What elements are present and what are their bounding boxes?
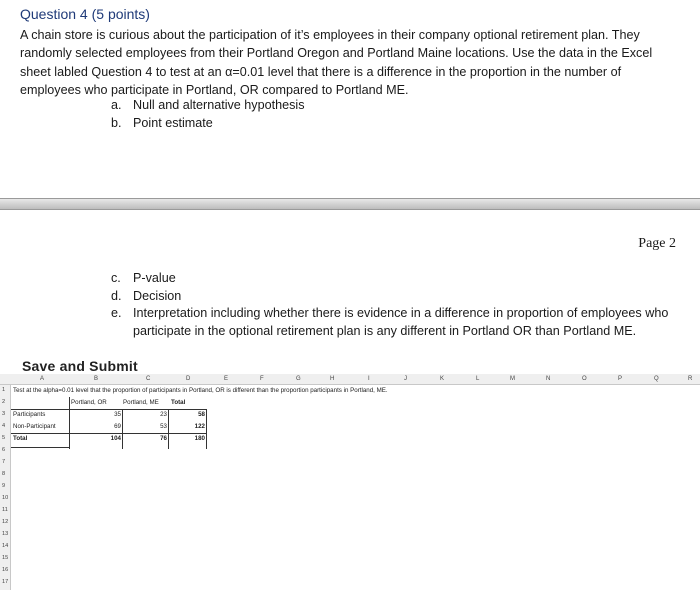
column-header: E (224, 376, 229, 382)
value-cell: 53 (160, 423, 167, 430)
column-header: G (296, 376, 301, 382)
value-cell: 76 (160, 435, 167, 442)
row-header: 3 (2, 411, 6, 417)
question-title: Question 4 (5 points) (20, 6, 150, 22)
row-header: 2 (2, 399, 6, 405)
sheet-instruction-cell: Test at the alpha=0.01 level that the proportion of participants in Portland, OR is different than the proportion participants in Portland, ME. (13, 387, 388, 394)
row-label-cell: Participants (13, 411, 46, 418)
value-cell: 69 (114, 423, 121, 430)
value-cell: 35 (114, 411, 121, 418)
row-header: 1 (2, 387, 6, 393)
row-header: 11 (2, 507, 8, 513)
table-border (69, 397, 70, 449)
header-cell: Total (171, 399, 186, 406)
row-label-cell: Total (13, 435, 28, 442)
column-header: H (330, 376, 335, 382)
row-header: 4 (2, 423, 6, 429)
excel-sheet (0, 374, 700, 594)
item-text: Interpretation including whether there is evidence in a difference in proportion of employees who participate in the optional retirement plan is any different in Portland OR than Portland ME. (133, 306, 669, 338)
column-header: L (476, 376, 480, 382)
row-header: 13 (2, 531, 9, 537)
column-header: K (440, 376, 445, 382)
column-header: C (146, 376, 151, 382)
page-break-divider (0, 198, 700, 210)
list-item (111, 270, 671, 288)
value-cell: 122 (194, 423, 205, 430)
row-header: 15 (2, 555, 9, 561)
subquestion-list-1 (111, 96, 305, 132)
header-cell: Portland, OR (71, 399, 107, 406)
column-header: D (186, 376, 191, 382)
item-text: Null and alternative hypothesis (133, 98, 305, 112)
header-cell: Portland, ME (123, 399, 159, 406)
row-header: 5 (2, 435, 6, 441)
row-header: 14 (2, 543, 9, 549)
row-header: 9 (2, 483, 6, 489)
row-header: 16 (2, 567, 9, 573)
item-label: c. (111, 271, 121, 285)
value-cell: 104 (110, 435, 121, 442)
question-body: A chain store is curious about the participation of it’s employees in their company optional retirement plan. They randomly selected employees from their Portland Oregon and Portland Maine locations. Use the data in the Excel sheet labled Question 4 to test at an α=0.01 level that there is a difference in the proportion in the number of employees who participate in Portland, OR compared to Portland ME. (20, 28, 653, 98)
row-header-bar (0, 385, 11, 590)
item-label: b. (111, 116, 122, 130)
table-border (168, 409, 169, 449)
list-item (111, 288, 671, 306)
column-header: F (260, 376, 264, 382)
value-cell: 23 (160, 411, 167, 418)
row-header: 12 (2, 519, 9, 525)
item-text: P-value (133, 271, 176, 285)
item-label: d. (111, 288, 122, 303)
page-number: Page 2 (638, 236, 676, 251)
column-header: P (618, 376, 623, 382)
item-label: a. (111, 98, 122, 112)
column-header: J (404, 376, 407, 382)
item-text: Point estimate (133, 116, 213, 130)
table-border (206, 409, 207, 449)
column-header: I (368, 376, 370, 382)
column-header: N (546, 376, 551, 382)
list-item (111, 96, 305, 114)
sheet-cells (11, 385, 700, 590)
table-border (11, 409, 207, 410)
column-header: R (688, 376, 693, 382)
item-label: e. (111, 306, 122, 321)
table-border (122, 409, 123, 449)
row-header: 10 (2, 495, 9, 501)
table-border (11, 447, 69, 448)
item-text: Decision (133, 288, 182, 303)
list-item (111, 305, 671, 340)
table-border (11, 433, 207, 434)
column-header: Q (654, 376, 659, 382)
column-header: B (94, 376, 99, 382)
subquestion-list-2 (111, 270, 671, 340)
value-cell: 58 (198, 411, 205, 418)
column-header-bar (0, 374, 700, 385)
row-header: 8 (2, 471, 6, 477)
list-item (111, 114, 305, 132)
row-label-cell: Non-Participant (13, 423, 56, 430)
column-header: A (40, 376, 45, 382)
column-header: M (510, 376, 515, 382)
value-cell: 180 (194, 435, 205, 442)
column-header: O (582, 376, 587, 382)
save-and-submit-button[interactable]: Save and Submit (22, 358, 138, 372)
row-header: 7 (2, 459, 6, 465)
row-header: 17 (2, 579, 9, 585)
row-header: 6 (2, 447, 6, 453)
